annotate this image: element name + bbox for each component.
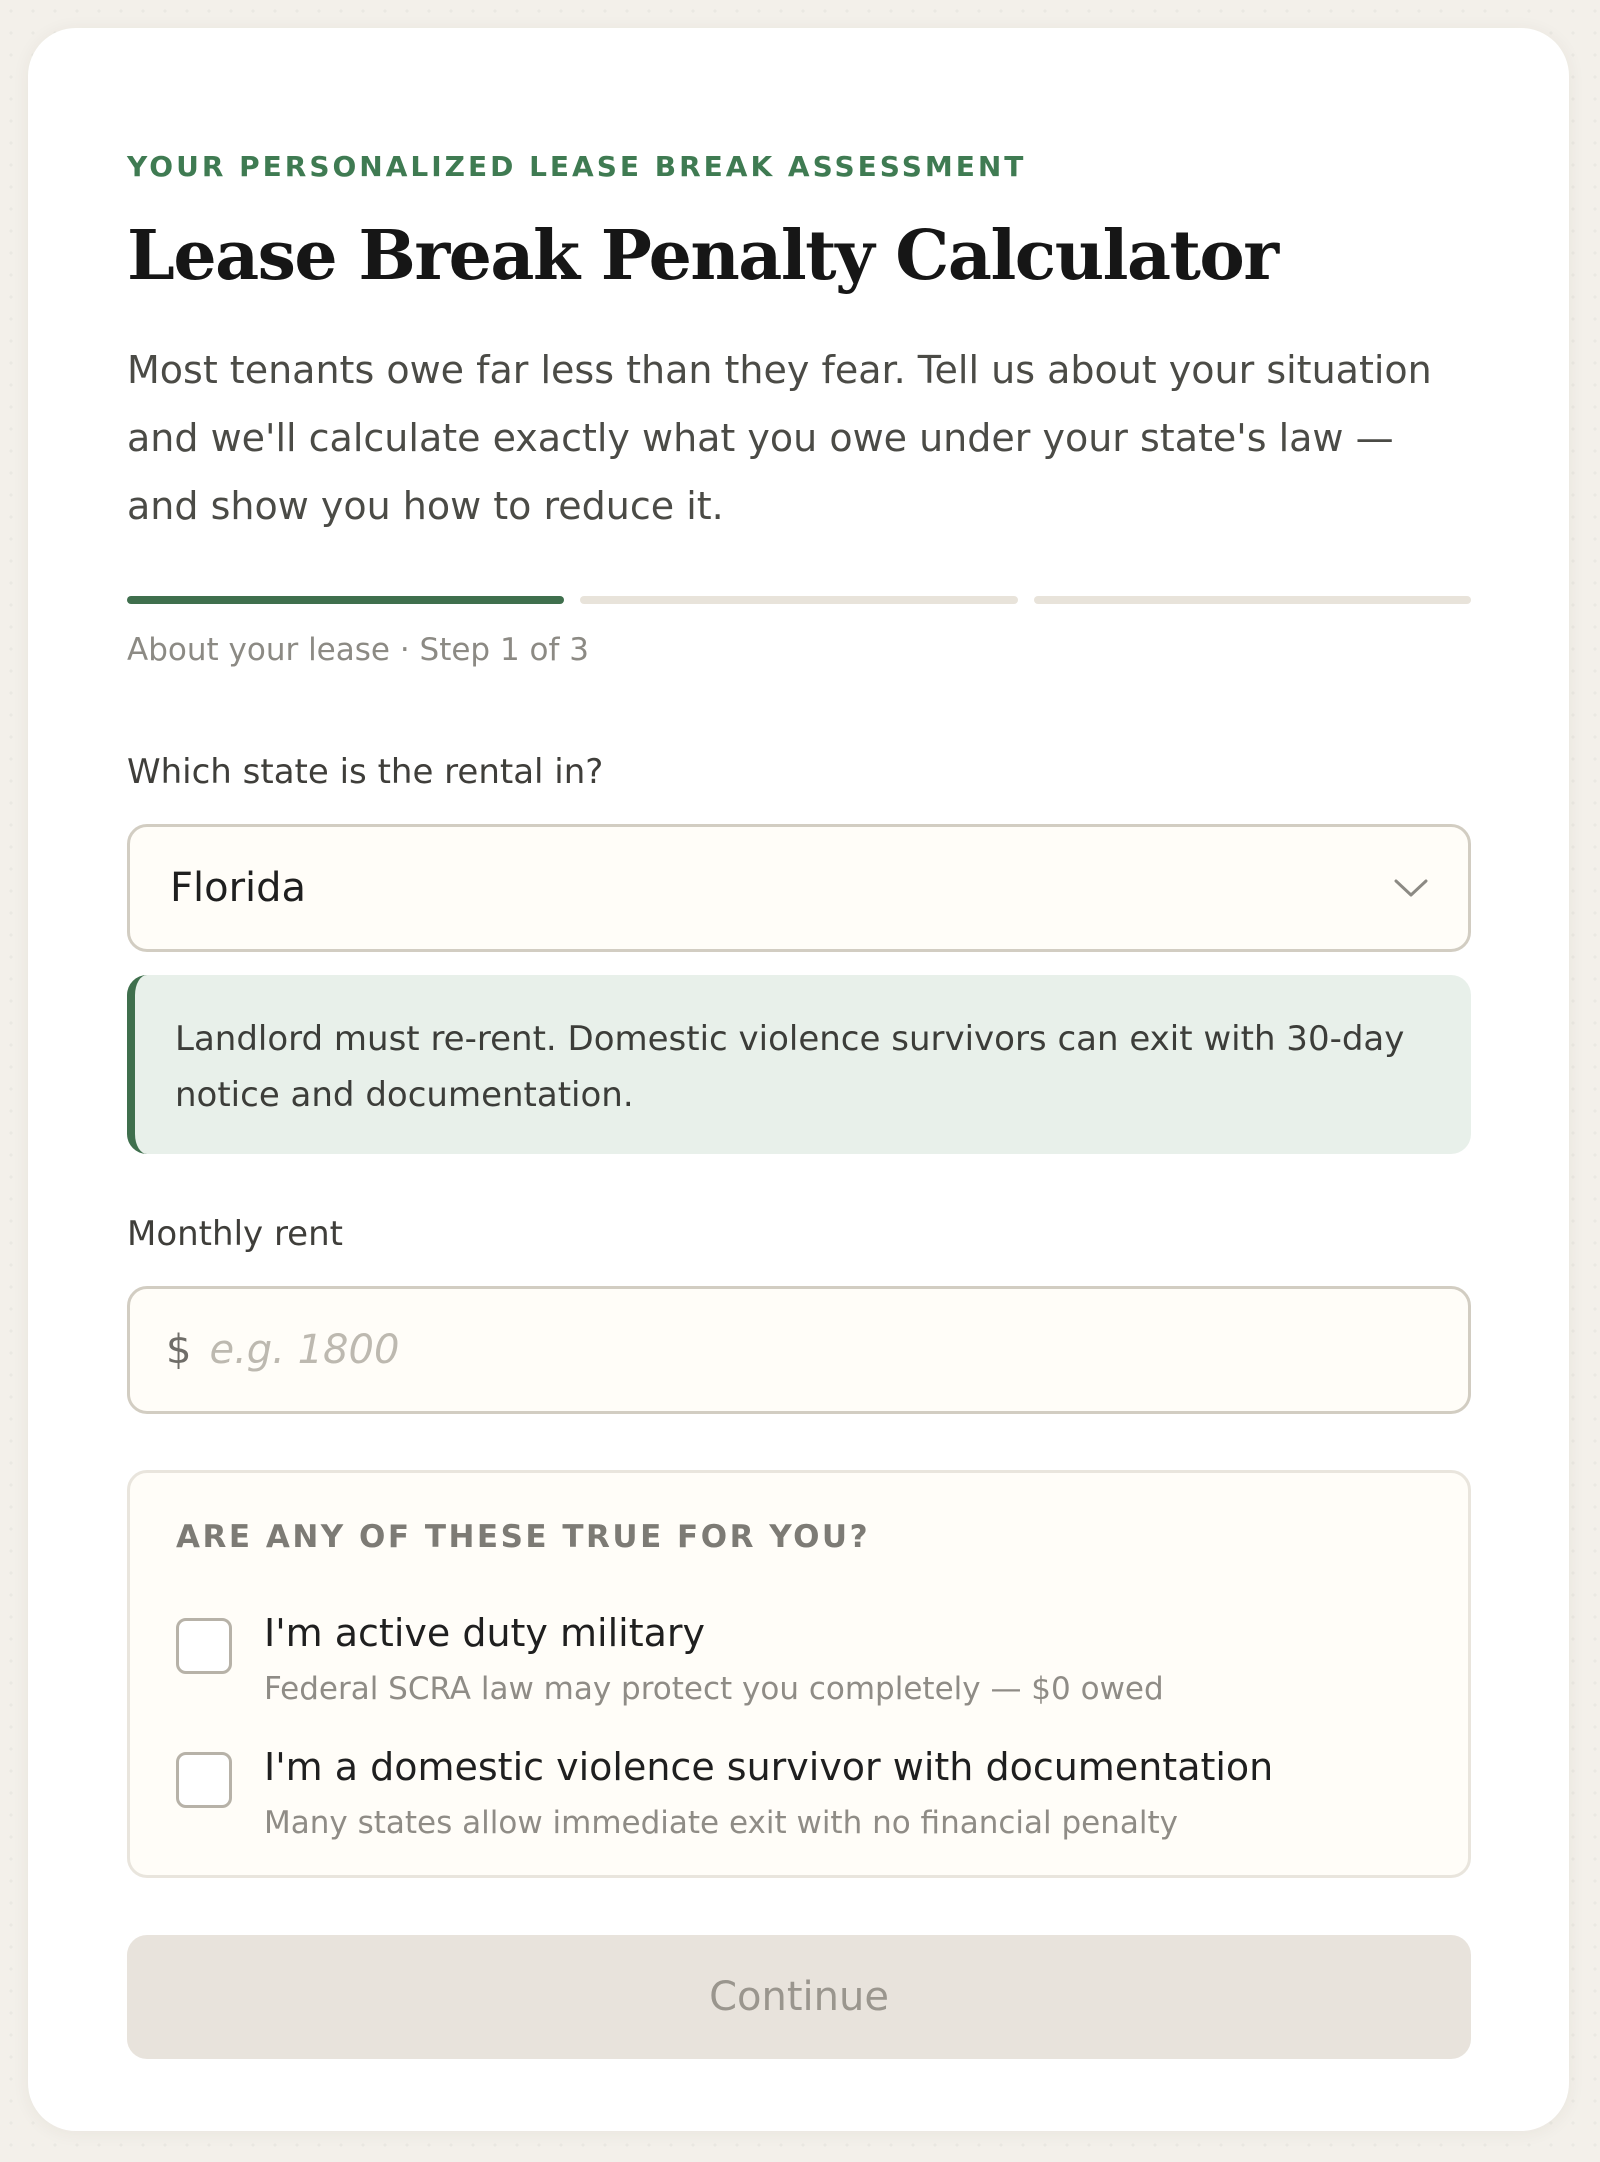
military-option[interactable] xyxy=(176,1611,1416,1721)
state-law-notice: Landlord must re-rent. Domestic violence survivors can exit with 30-day notice and documentation. xyxy=(127,975,1471,1154)
progress-segment-1 xyxy=(127,596,564,604)
military-checkbox[interactable] xyxy=(176,1618,232,1674)
monthly-rent-input[interactable] xyxy=(209,1327,1432,1373)
intro-text: Most tenants owe far less than they fear. Tell us about your situation and we'll calculate exactly what you owe under your state's law — and show you how to reduce it. xyxy=(127,348,1432,528)
step-progress-bar xyxy=(127,596,1471,604)
progress-segment-3 xyxy=(1034,596,1471,604)
military-option-title: I'm active duty military xyxy=(264,1611,705,1655)
chevron-down-icon xyxy=(1394,878,1428,898)
circumstances-panel xyxy=(127,1470,1471,1878)
eyebrow-label: YOUR PERSONALIZED LEASE BREAK ASSESSMENT xyxy=(127,150,1027,183)
circumstances-heading: ARE ANY OF THESE TRUE FOR YOU? xyxy=(176,1519,871,1555)
monthly-rent-field xyxy=(127,1286,1471,1414)
dv-survivor-option[interactable] xyxy=(176,1745,1416,1855)
progress-segment-2 xyxy=(580,596,1017,604)
dv-survivor-option-subtitle: Many states allow immediate exit with no financial penalty xyxy=(264,1805,1179,1841)
currency-symbol: $ xyxy=(166,1327,192,1373)
state-field-label: Which state is the rental in? xyxy=(127,752,604,792)
step-label: About your lease · Step 1 of 3 xyxy=(127,632,590,668)
continue-button[interactable]: Continue xyxy=(127,1935,1471,2059)
state-select-value: Florida xyxy=(170,865,307,911)
dv-survivor-option-title: I'm a domestic violence survivor with documentation xyxy=(264,1745,1274,1789)
state-select[interactable] xyxy=(127,824,1471,952)
rent-field-label: Monthly rent xyxy=(127,1214,343,1254)
dv-survivor-checkbox[interactable] xyxy=(176,1752,232,1808)
military-option-subtitle: Federal SCRA law may protect you completely — $0 owed xyxy=(264,1671,1164,1707)
calculator-card xyxy=(28,28,1569,2131)
page-title: Lease Break Penalty Calculator xyxy=(127,216,1278,296)
